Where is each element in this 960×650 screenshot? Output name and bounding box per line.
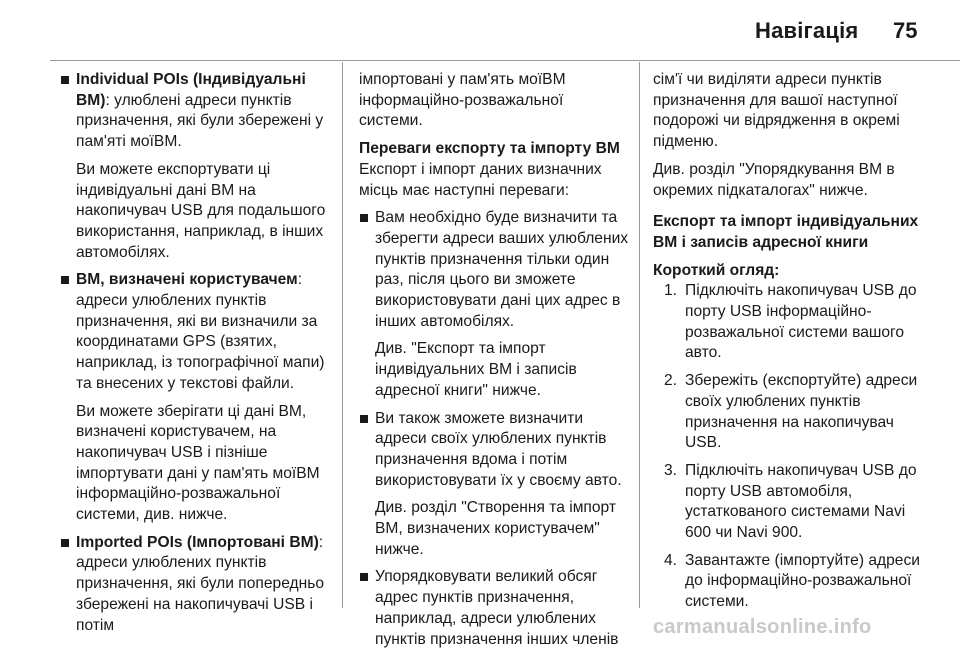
column-divider-2 xyxy=(639,62,640,608)
watermark: carmanualsonline.info xyxy=(653,616,872,638)
page-header xyxy=(0,0,960,64)
bullet-text: : адреси улюблених пунктів призначення, які були попередньо збережені на накопичувачі USB і потім xyxy=(76,533,325,634)
paragraph-continued: імпортовані у пам'ять моїВМ інформаційно-розважальної системи. xyxy=(359,71,566,130)
subheading: Короткий огляд: xyxy=(653,261,780,279)
column-divider-1 xyxy=(342,62,343,608)
bullet-term: ВМ, визначені користувачем xyxy=(76,271,298,289)
step-number: 2. xyxy=(663,372,677,390)
numbered-step xyxy=(653,371,925,454)
paragraph: Див. "Експорт та імпорт індивідуальних ВМ і записів адресної книги" нижче. xyxy=(375,340,577,399)
section-heading: Переваги експорту та імпорту ВМ xyxy=(359,140,620,158)
bullet-text: : адреси улюблених пунктів призначення, які ви визначили за координатами GPS (взятих, наприклад, із топографічної мапи) та внесених у текстові файли. xyxy=(76,271,325,392)
numbered-step xyxy=(653,551,925,613)
step-text: Завантажте (імпортуйте) адреси до інформаційно-розважальної системи. xyxy=(685,551,920,611)
column-2 xyxy=(359,70,629,650)
list-item: Ви також зможете визначити адреси своїх улюблених пунктів призначення вдома і потім використовувати їх у своєму авто. xyxy=(359,409,629,492)
bullet-individual-pois xyxy=(60,70,328,153)
paragraph: Див. розділ "Упорядкування ВМ в окремих підкаталогах" нижче. xyxy=(653,160,895,199)
list-item: Упорядковувати великий обсяг адрес пунктів призначення, наприклад, адреси улюблених пунктів призначення інших членів xyxy=(359,567,629,650)
paragraph: Ви можете зберігати ці дані ВМ, визначені користувачем, на накопичувач USB і пізніше імпортувати дані у пам'ять моїВМ інформаційно-розважальної системи, див. нижче. xyxy=(76,402,320,524)
bullet-imported-pois xyxy=(60,533,328,637)
numbered-step xyxy=(653,461,925,544)
bullet-term: Individual POIs (Індивідуальні ВМ) xyxy=(76,71,306,109)
header-divider xyxy=(50,60,960,61)
column-3 xyxy=(653,70,925,613)
step-number: 4. xyxy=(663,551,677,569)
section-heading: Експорт та імпорт індивідуальних ВМ і записів адресної книги xyxy=(653,213,919,251)
step-number: 3. xyxy=(663,461,677,479)
step-text: Збережіть (експортуйте) адреси своїх улюблених пунктів призначення на накопичувач USB. xyxy=(685,372,918,452)
step-text: Підключіть накопичувач USB до порту USB автомобіля, устаткованого системами Navi 600 чи Navi 900. xyxy=(685,461,917,542)
numbered-step xyxy=(653,281,925,364)
paragraph-continued: сім'ї чи виділяти адреси пунктів призначення для вашої наступної подорожі чи відрядження в окремі підменю. xyxy=(653,71,900,151)
step-text: Підключіть накопичувач USB до порту USB інформаційно-розважальної системи вашого авто. xyxy=(685,282,917,362)
bullet-user-defined-pois xyxy=(60,270,328,394)
page-number: 75 xyxy=(893,18,918,43)
paragraph: Ви можете експортувати ці індивідуальні дані ВМ на накопичувач USB для подальшого використання, наприклад, в інших автомобілях. xyxy=(76,160,326,261)
paragraph: Див. розділ "Створення та імпорт ВМ, визначених користувачем" нижче. xyxy=(375,499,617,558)
bullet-text: : улюблені адреси пунктів призначення, які були збережені у пам'яті моїВМ. xyxy=(76,91,324,151)
page-title: Навігація xyxy=(755,18,859,43)
step-number: 1. xyxy=(663,282,677,300)
list-item: Вам необхідно буде визначити та зберегти адреси ваших улюблених пунктів призначення тільки один раз, після цього ви зможете використовувати дані цих адрес в інших автомобілях. xyxy=(359,208,629,332)
paragraph: Експорт і імпорт даних визначних місць має наступні переваги: xyxy=(359,160,602,199)
bullet-term: Imported POIs (Імпортовані ВМ) xyxy=(76,533,319,551)
column-1 xyxy=(60,70,328,636)
